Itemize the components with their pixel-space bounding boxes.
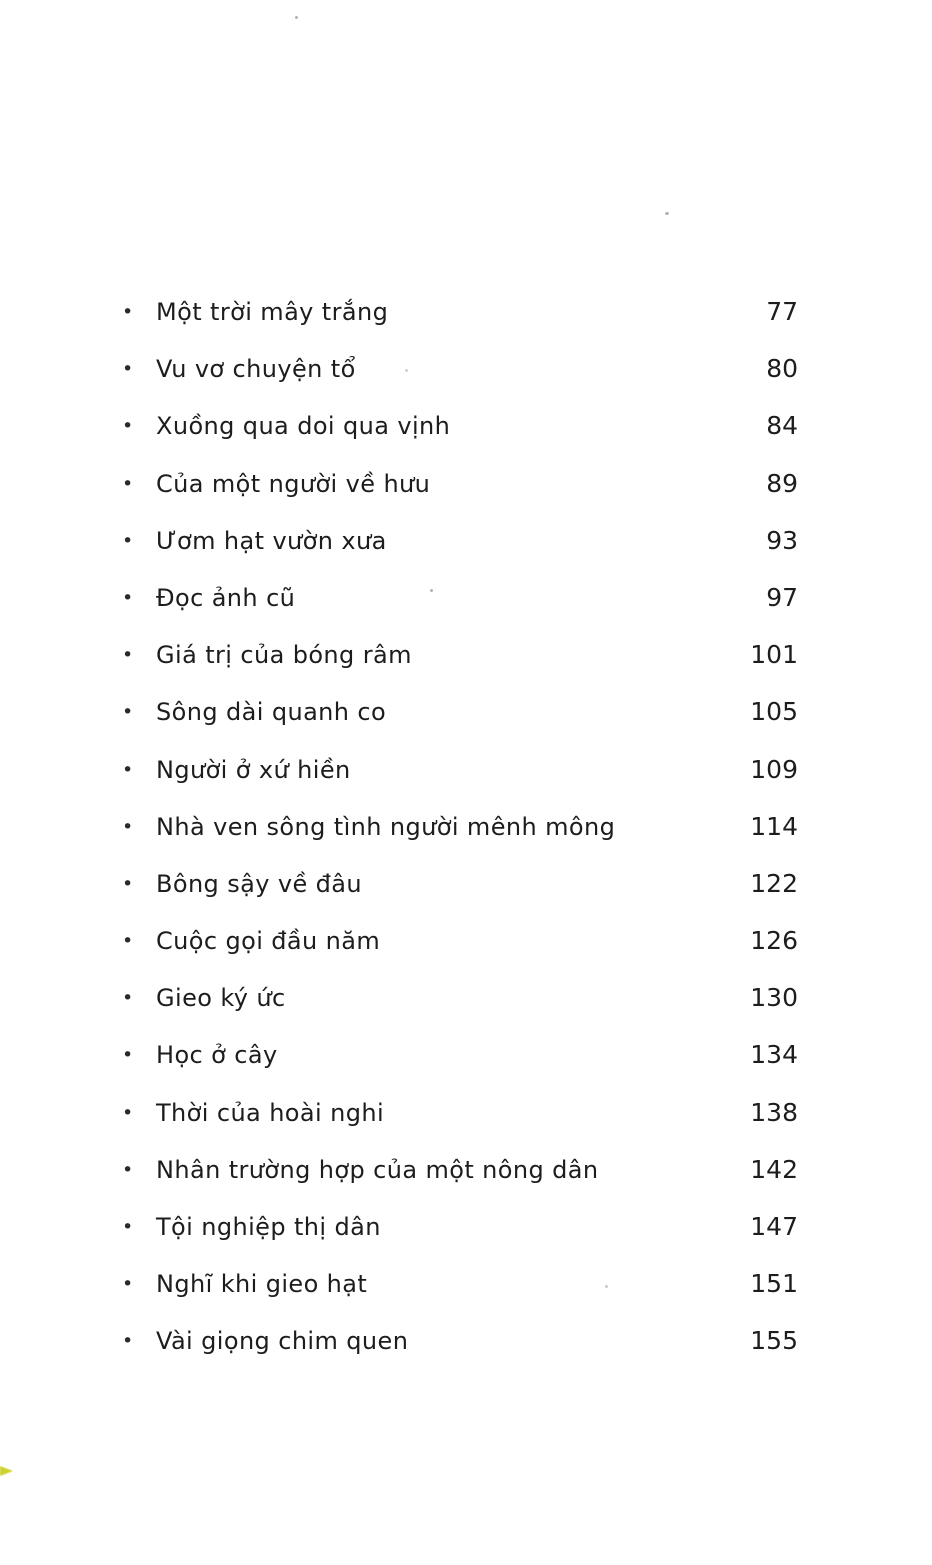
bullet-icon: • <box>122 1330 134 1353</box>
bullet-icon: • <box>122 1158 134 1181</box>
toc-page-number: 130 <box>750 983 798 1013</box>
toc-row <box>122 1326 798 1383</box>
bullet-icon: • <box>122 815 134 838</box>
bullet-icon: • <box>122 644 134 667</box>
toc-title: Ươm hạt vườn xưa <box>156 526 387 555</box>
bullet-icon: • <box>122 1101 134 1124</box>
bullet-icon: • <box>122 1216 134 1238</box>
toc-page-number: 134 <box>750 1040 798 1070</box>
toc-title: Nghĩ khi gieo hạt <box>156 1270 368 1299</box>
table-of-contents <box>122 297 798 1384</box>
toc-row <box>122 354 798 411</box>
toc-title: Một trời mây trắng <box>156 298 389 326</box>
toc-page-number: 122 <box>750 868 798 898</box>
toc-row <box>122 1212 798 1269</box>
toc-page-number: 97 <box>766 582 798 612</box>
bullet-icon: • <box>122 930 134 953</box>
toc-row <box>122 926 798 983</box>
toc-page-number: 101 <box>750 640 798 670</box>
scan-speck <box>665 212 669 215</box>
bullet-icon: • <box>122 1044 134 1067</box>
bullet-icon: • <box>122 529 134 552</box>
toc-title: Sông dài quanh co <box>156 698 387 727</box>
toc-title: Vài giọng chim quen <box>156 1327 409 1356</box>
toc-title: Học ở cây <box>156 1041 278 1070</box>
toc-page-number: 138 <box>750 1097 798 1127</box>
toc-page-number: 109 <box>750 754 798 784</box>
bullet-icon: • <box>122 415 134 438</box>
bullet-icon: • <box>122 701 134 724</box>
toc-title: Nhà ven sông tình người mênh mông <box>156 812 616 841</box>
toc-title: Cuộc gọi đầu năm <box>156 927 381 956</box>
toc-row <box>122 1155 798 1212</box>
bullet-icon: • <box>122 472 134 495</box>
bullet-icon: • <box>122 872 134 895</box>
toc-page-number: 80 <box>766 354 798 384</box>
toc-row <box>122 1098 798 1155</box>
toc-row <box>122 755 798 812</box>
toc-page-number: 126 <box>750 926 798 956</box>
bullet-icon: • <box>122 358 134 381</box>
toc-title: Đọc ảnh cũ <box>156 583 296 612</box>
toc-title: Của một người về hưu <box>156 469 431 498</box>
toc-row <box>122 697 798 754</box>
toc-page-number: 114 <box>750 811 798 841</box>
toc-row <box>122 411 798 468</box>
bullet-icon: • <box>122 586 134 609</box>
toc-title: Người ở xứ hiền <box>156 755 351 784</box>
toc-title: Giá trị của bóng râm <box>156 641 412 670</box>
toc-row <box>122 983 798 1040</box>
bullet-icon: • <box>122 758 134 781</box>
bullet-icon: • <box>122 987 134 1010</box>
toc-page-number: 89 <box>766 468 798 498</box>
bullet-icon: • <box>122 301 134 323</box>
scan-speck <box>295 16 298 19</box>
toc-page-number: 93 <box>766 525 798 555</box>
toc-row <box>122 1269 798 1326</box>
toc-row <box>122 1040 798 1097</box>
toc-page-number: 151 <box>750 1269 798 1299</box>
toc-page-number: 155 <box>750 1326 798 1356</box>
toc-row <box>122 583 798 640</box>
toc-row <box>122 869 798 926</box>
toc-row <box>122 526 798 583</box>
toc-row <box>122 297 798 354</box>
toc-title: Gieo ký ức <box>156 984 286 1013</box>
toc-title: Vu vơ chuyện tổ <box>156 355 356 384</box>
toc-row <box>122 640 798 697</box>
bullet-icon: • <box>122 1273 134 1296</box>
toc-page-number: 142 <box>750 1154 798 1184</box>
toc-row <box>122 812 798 869</box>
toc-title: Thời của hoài nghi <box>156 1098 385 1127</box>
toc-title: Xuồng qua doi qua vịnh <box>156 412 451 441</box>
toc-title: Nhân trường hợp của một nông dân <box>156 1155 599 1184</box>
toc-page-number: 105 <box>750 697 798 727</box>
toc-page-number: 84 <box>766 411 798 441</box>
scan-edge-artifact <box>0 1466 13 1476</box>
toc-row <box>122 469 798 526</box>
toc-title: Tội nghiệp thị dân <box>156 1213 381 1241</box>
toc-page-number: 77 <box>766 297 798 326</box>
toc-page-number: 147 <box>750 1212 798 1241</box>
toc-title: Bông sậy về đâu <box>156 869 363 898</box>
